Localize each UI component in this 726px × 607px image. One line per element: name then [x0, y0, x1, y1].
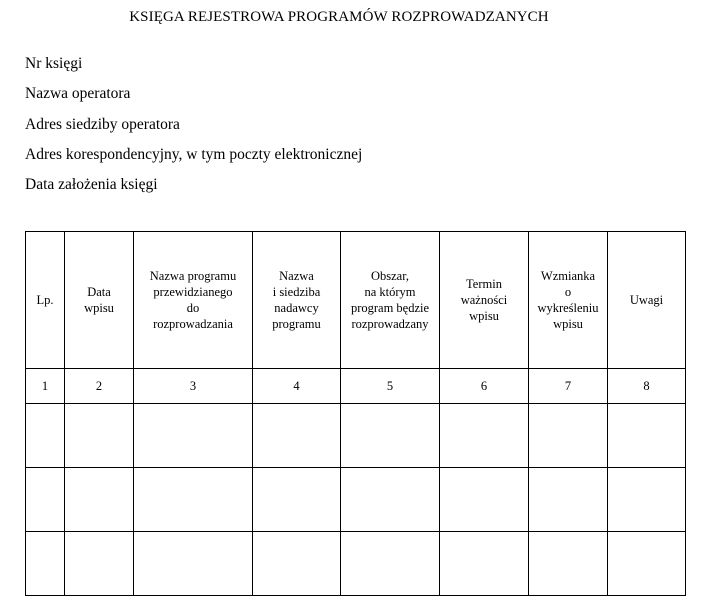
header-lp [26, 232, 65, 369]
field-register-number: Nr księgi [25, 55, 83, 72]
header-line: ważności [460, 293, 508, 307]
header-line: wykreśleniu [537, 301, 599, 315]
table-cell [608, 468, 686, 532]
table-cell [253, 532, 341, 596]
header-line: Termin [466, 277, 502, 291]
column-number: 5 [341, 369, 440, 404]
header-line: wpisu [553, 317, 583, 331]
column-number: 3 [134, 369, 253, 404]
header-line: przewidzianego [153, 285, 233, 299]
field-operator-address: Adres siedziby operatora [25, 116, 180, 133]
column-number: 6 [440, 369, 529, 404]
header-entry-date [65, 232, 134, 369]
header-line: Wzmianka [540, 269, 596, 283]
header-line: rozprowadzania [153, 317, 233, 331]
header-deletion-note [529, 232, 608, 369]
table-cell [65, 468, 134, 532]
table-cell [65, 404, 134, 468]
table-row [26, 404, 686, 468]
empty-rows [26, 404, 686, 596]
table-row [26, 468, 686, 532]
header-remarks [608, 232, 686, 369]
table-cell [341, 468, 440, 532]
field-operator-name: Nazwa operatora [25, 85, 131, 102]
document-title: KSIĘGA REJESTROWA PROGRAMÓW ROZPROWADZANYCH [129, 9, 549, 25]
table-header-row [26, 232, 686, 369]
column-number: 7 [529, 369, 608, 404]
column-number: 2 [65, 369, 134, 404]
table-cell [253, 468, 341, 532]
table-cell [65, 532, 134, 596]
column-number: 1 [26, 369, 65, 404]
header-broadcaster [253, 232, 341, 369]
table-cell [529, 532, 608, 596]
table-cell [26, 532, 65, 596]
table-cell [529, 404, 608, 468]
register-table [25, 231, 686, 596]
header-line: wpisu [84, 301, 114, 315]
header-program-name [134, 232, 253, 369]
table-cell [341, 532, 440, 596]
table-cell [608, 404, 686, 468]
header-line: Nazwa programu [149, 269, 237, 283]
table-cell [440, 532, 529, 596]
table-cell [134, 468, 253, 532]
header-line: Uwagi [629, 293, 664, 307]
header-line: na którym [364, 285, 416, 299]
header-line: i siedziba [272, 285, 321, 299]
header-line: Obszar, [370, 269, 410, 283]
header-line: nadawcy [274, 301, 319, 315]
header-line: wpisu [469, 309, 499, 323]
header-line: o [564, 285, 572, 299]
table-row [26, 532, 686, 596]
table-cell [26, 404, 65, 468]
header-line: programu [272, 317, 321, 331]
column-number: 4 [253, 369, 341, 404]
table-cell [26, 468, 65, 532]
header-distribution-area [341, 232, 440, 369]
header-line: Lp. [36, 293, 54, 307]
header-line: rozprowadzany [351, 317, 429, 331]
header-line: program będzie [350, 301, 430, 315]
table-cell [440, 468, 529, 532]
table-cell [134, 532, 253, 596]
table-cell [253, 404, 341, 468]
table-cell [529, 468, 608, 532]
column-number-row [26, 369, 686, 404]
table-cell [341, 404, 440, 468]
table-cell [608, 532, 686, 596]
table-cell [134, 404, 253, 468]
header-validity-term [440, 232, 529, 369]
field-register-creation-date: Data założenia księgi [25, 176, 158, 193]
field-correspondence-address: Adres korespondencyjny, w tym poczty elektronicznej [25, 146, 363, 163]
header-line: Data [87, 285, 111, 299]
header-line: Nazwa [279, 269, 314, 283]
table-cell [440, 404, 529, 468]
header-line: do [186, 301, 200, 315]
column-number: 8 [608, 369, 686, 404]
